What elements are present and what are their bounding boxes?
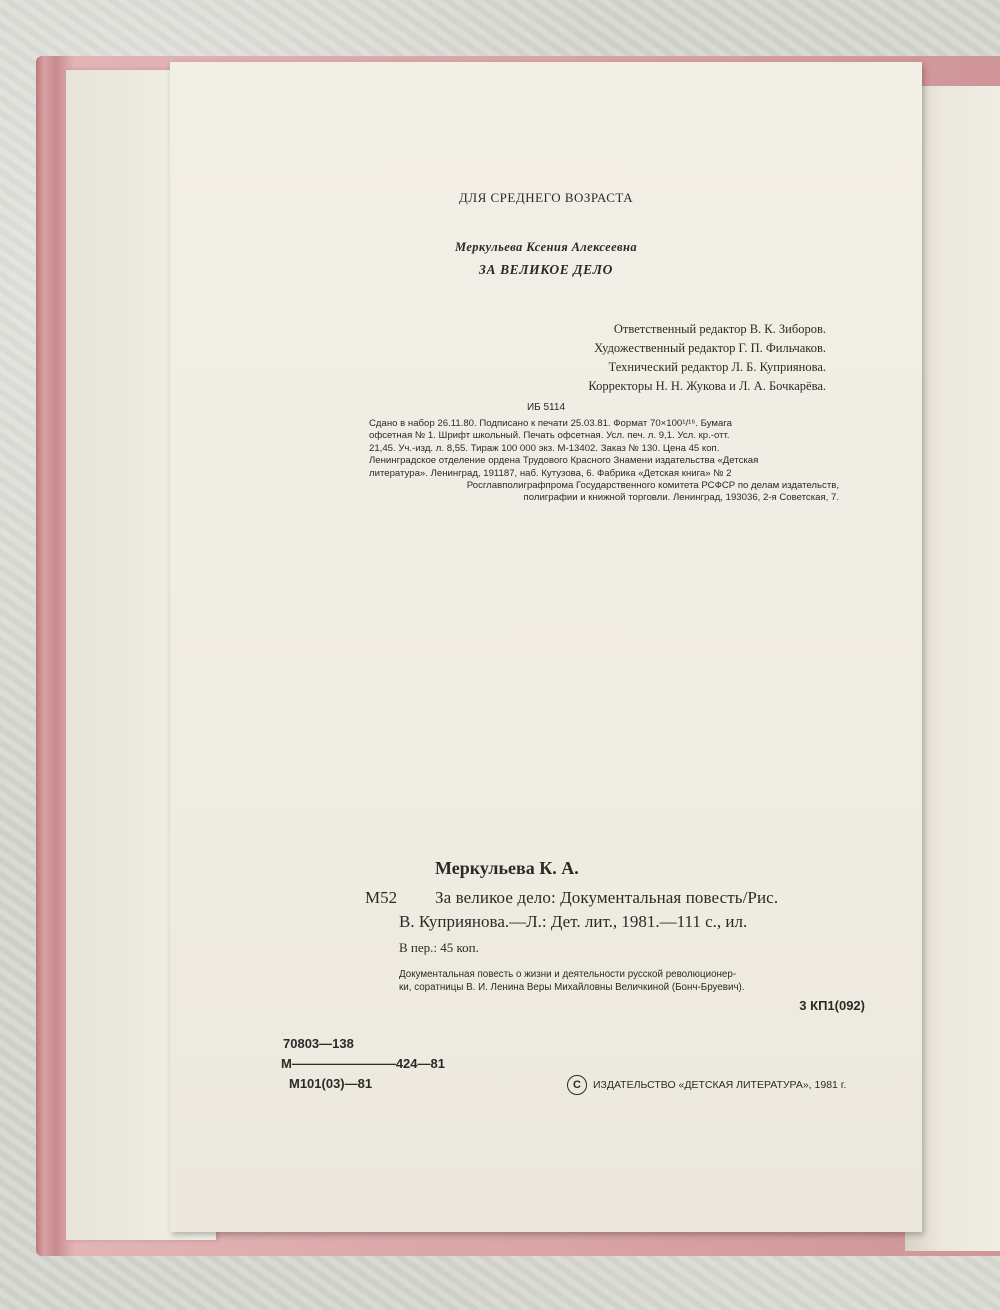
imprint-block	[369, 418, 839, 505]
code-line: 70803—138	[283, 1036, 354, 1051]
catalog-author: Меркульева К. А.	[435, 858, 579, 878]
staff-line: Художественный редактор Г. П. Фильчаков.	[594, 341, 826, 355]
copyright-text: ИЗДАТЕЛЬСТВО «ДЕТСКАЯ ЛИТЕРАТУРА», 1981 г.	[593, 1079, 847, 1091]
imprint-line: Ленинградское отделение ордена Трудового Красного Знамени издательства «Детская	[369, 455, 759, 467]
book-title: ЗА ВЕЛИКОЕ ДЕЛО	[479, 262, 613, 277]
book-page	[170, 62, 922, 1232]
catalog-annotation	[399, 968, 859, 994]
code-line: М————————424—81	[281, 1056, 445, 1071]
imprint-line: полиграфии и книжной торговли. Ленинград, 193036, 2-я Советская, 7.	[523, 492, 839, 504]
imprint-line: Сдано в набор 26.11.80. Подписано к печати 25.03.81. Формат 70×100¹/¹⁶. Бумага	[369, 418, 732, 429]
bbk-index: 3 КП1(092)	[799, 998, 865, 1013]
staff-credits	[426, 320, 826, 396]
imprint-line: Росглавполиграфпрома Государственного комитета РСФСР по делам издательств,	[466, 480, 839, 492]
annotation-line: Документальная повесть о жизни и деятельности русской революционер-	[399, 969, 737, 980]
copyright-icon: C	[567, 1075, 587, 1095]
catalog-title-line: В. Куприянова.—Л.: Дет. лит., 1981.—111 с., ил.	[399, 912, 748, 931]
publication-codes	[283, 1034, 445, 1094]
imprint-line: литература». Ленинград, 191187, наб. Кутузова, 6. Фабрика «Детская книга» № 2	[369, 467, 732, 479]
staff-line: Ответственный редактор В. К. Зиборов.	[613, 322, 826, 336]
age-group-label: ДЛЯ СРЕДНЕГО ВОЗРАСТА	[458, 190, 634, 205]
imprint-line: 21,45. Уч.-изд. л. 8,55. Тираж 100 000 экз. М-13402. Заказ № 130. Цена 45 коп.	[369, 442, 720, 454]
catalog-title-line: За великое дело: Документальная повесть/Рис.	[435, 888, 779, 907]
ib-number: ИБ 5114	[526, 402, 566, 413]
author-full-name: Меркульева Ксения Алексеевна	[454, 240, 637, 254]
code-line: М101(03)—81	[289, 1076, 373, 1091]
catalog-code: М52	[365, 888, 398, 907]
imprint-line: офсетная № 1. Шрифт школьный. Печать офсетная. Усл. печ. л. 9,1. Усл. кр.-отт.	[369, 430, 730, 442]
staff-line: Технический редактор Л. Б. Куприянова.	[608, 360, 826, 374]
annotation-line: ки, соратницы В. И. Ленина Веры Михайловны Величкиной (Бонч-Бруевич).	[399, 982, 745, 993]
catalog-price: В пер.: 45 коп.	[399, 940, 479, 955]
staff-line: Корректоры Н. Н. Жукова и Л. А. Бочкарёва.	[588, 379, 826, 393]
copyright-line	[567, 1075, 846, 1095]
